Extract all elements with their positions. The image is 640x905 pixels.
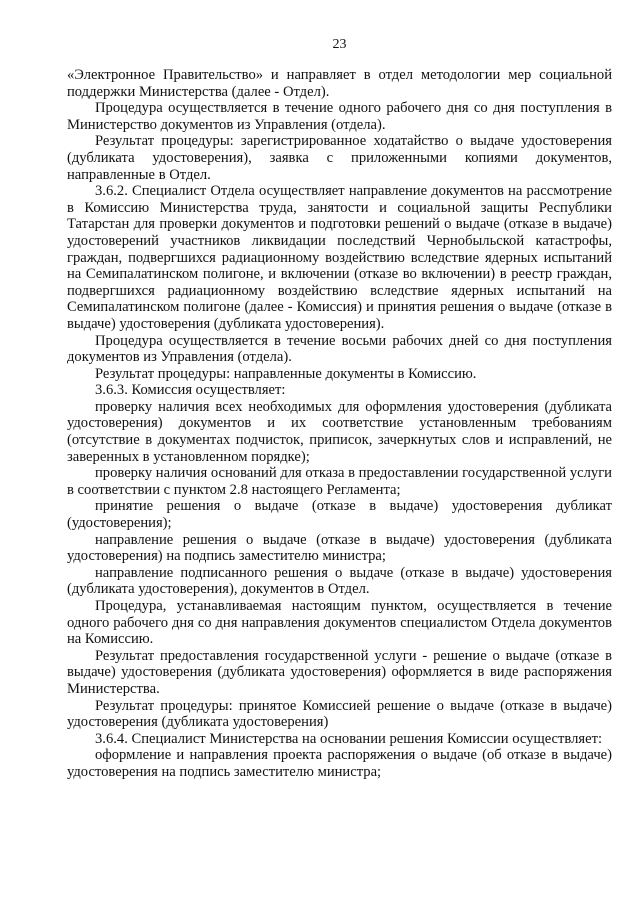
- paragraph: 3.6.3. Комиссия осуществляет:: [95, 382, 286, 399]
- paragraph: 3.6.2. Специалист Отдела осуществляет направление документов на рассмотрение в Комиссию Министерства труда, занятости и социальной защиты Республики Татарстан для проверки документов и подготовки решений о выдаче (отказе в выдаче) удостоверений участников ликвидации последствий Чернобыльской катастрофы, граждан, подвергшихся радиационному воздействию вследствие ядерных испытаний на Семипалатинском полигоне, и включении (отказе во включении) в реестр граждан, подвергшихся радиационному воздействию вследствие ядерных испытаний на Семипалатинском полигоне (далее - Комиссия) и принятия решения о выдаче (отказе в выдаче) удостоверения (дубликата удостоверения).: [67, 183, 612, 332]
- paragraph: Процедура осуществляется в течение одного рабочего дня со дня поступления в Министерство документов из Управления (отдела).: [67, 100, 612, 133]
- paragraph: Процедура, устанавливаемая настоящим пунктом, осуществляется в течение одного рабочего дня со дня направления документов специалистом Отдела документов на Комиссию.: [67, 598, 612, 648]
- paragraph: Результат предоставления государственной услуги - решение о выдаче (отказе в выдаче) удостоверения (дубликата удостоверения) оформляется в виде распоряжения Министерства.: [67, 647, 612, 697]
- paragraph: оформление и направления проекта распоряжения о выдаче (об отказе в выдаче) удостоверения на подпись заместителю министра;: [67, 747, 612, 780]
- paragraph: Результат процедуры: направленные документы в Комиссию.: [95, 365, 477, 382]
- paragraph: проверку наличия всех необходимых для оформления удостоверения (дубликата удостоверения) документов и их соответствие установленным требованиям (отсутствие в документах подчисток, приписок, зачеркнутых слов и исправлений, не заверенных в установленном порядке);: [67, 398, 612, 465]
- paragraph: Результат процедуры: зарегистрированное ходатайство о выдаче удостоверения (дубликата удостоверения), заявка с приложенными копиями документов, направленные в Отдел.: [67, 133, 612, 183]
- paragraph: 3.6.4. Специалист Министерства на основании решения Комиссии осуществляет:: [95, 730, 603, 747]
- paragraph: принятие решения о выдаче (отказе в выдаче) удостоверения дубликат (удостоверения);: [67, 498, 612, 532]
- paragraph: Процедура осуществляется в течение восьми рабочих дней со дня поступления документов из Управления (отдела).: [67, 332, 612, 366]
- paragraph: проверку наличия оснований для отказа в предоставлении государственной услуги в соответствии с пунктом 2.8 настоящего Регламента;: [67, 465, 612, 498]
- paragraph: Результат процедуры: принятое Комиссией решение о выдаче (отказе в выдаче) удостоверения (дубликата удостоверения): [67, 697, 612, 731]
- page-number: 23: [332, 37, 347, 52]
- document-body: [67, 67, 612, 781]
- paragraph: «Электронное Правительство» и направляет в отдел методологии мер социальной поддержки Министерства (далее - Отдел).: [67, 67, 612, 100]
- paragraph: направление подписанного решения о выдаче (отказе в выдаче) удостоверения (дубликата удостоверения), документов в Отдел.: [67, 564, 612, 598]
- paragraph: направление решения о выдаче (отказе в выдаче) удостоверения (дубликата удостоверения) на подпись заместителю министра;: [67, 531, 612, 565]
